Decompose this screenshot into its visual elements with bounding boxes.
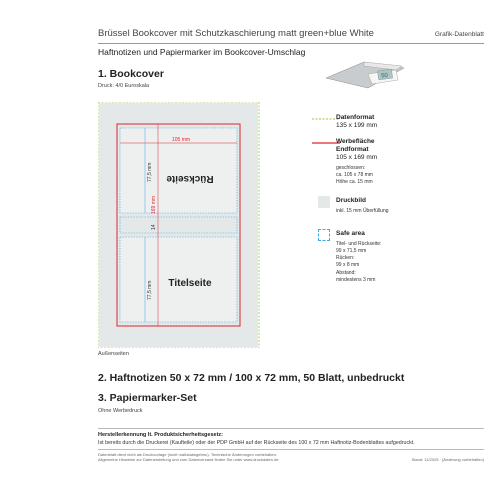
bookcover-diagram <box>98 102 270 348</box>
footer-heading: Herstellerkennung lt. Produktsicherheitsgesetz: <box>98 432 224 438</box>
footer-divider <box>98 428 484 429</box>
data-format-value: 135 x 199 mm <box>336 122 378 129</box>
advertising-value: 105 x 169 mm <box>336 154 378 161</box>
closed-size: ca. 105 x 78 mm <box>336 172 373 178</box>
width-dimension-label: 105 mm <box>172 137 191 143</box>
bookcover-thumbnail <box>324 56 406 90</box>
section-3-title: 3. Papiermarker-Set <box>98 392 197 404</box>
safe-area-line-1: Titel- und Rückseite: <box>336 241 382 247</box>
spine-gap-label: 14 <box>151 224 157 230</box>
document-subtitle: Haftnotizen und Papiermarker im Bookcover-Umschlag <box>98 47 306 57</box>
section-1-print-info: Druck: 4/0 Euroskala <box>98 83 150 89</box>
safe-area-line-6: mindestens 3 mm <box>336 277 376 283</box>
height-dimension-label: 169 mm <box>151 195 157 214</box>
safe-area-line-4: 99 x 8 mm <box>336 262 360 268</box>
upper-dimension-label: 77,5 mm <box>147 162 153 182</box>
outer-sides-caption: Außenseiten <box>98 351 129 357</box>
lower-dimension-label: 77,5 mm <box>147 280 153 300</box>
section-1-title: 1. Bookcover <box>98 68 164 80</box>
doc-type-label: Grafik-Datenblatt <box>434 31 484 38</box>
front-side-label: Titelseite <box>168 278 212 289</box>
safe-area-swatch <box>318 229 330 241</box>
data-format-label: Datenformat <box>336 114 375 121</box>
thumbnail-number: 50 <box>380 72 389 80</box>
footer-line-1: Ist bereits durch die Druckerei (Kaufteile) oder der PDP GmbH auf der Rückseite des 100 x 72 mm Haftnotiz-Bodenblattes aufgedruckt. <box>98 440 415 446</box>
advertising-sub: Endformat <box>336 146 369 153</box>
closed-height: Höhe ca. 15 mm <box>336 179 373 185</box>
print-image-sub: inkl. 15 mm Überfüllung <box>336 208 389 214</box>
safe-area-label: Safe area <box>336 230 365 237</box>
safe-area-line-3: Rücken: <box>336 255 355 261</box>
advertising-label: Werbefläche <box>336 138 375 145</box>
document-title: Brüssel Bookcover mit Schutzkaschierung matt green+blue White <box>98 28 374 39</box>
footer-divider-2 <box>98 449 484 450</box>
footer-stand: Stand: 11/2025 · (Änderung vorbehalten) <box>411 457 484 462</box>
print-image-swatch <box>318 196 330 208</box>
footer-line-2: Datenblatt dient nicht als Druckvorlage (nicht maßstabsgetreu). Technische Änderungen vorbehalten. <box>98 452 277 457</box>
safe-area-line-5: Abstand: <box>336 270 356 276</box>
section-2-title: 2. Haftnotizen 50 x 72 mm / 100 x 72 mm, 50 Blatt, unbedruckt <box>98 372 405 384</box>
back-side-label: Rückseite <box>166 173 214 184</box>
footer-line-3: Allgemeine Hinweise zur Datenerstellung und zum Datenversand finden Sie unter www.druckdaten.de <box>98 457 279 462</box>
print-image-label: Druckbild <box>336 197 366 204</box>
header-divider <box>98 43 484 44</box>
safe-area-line-2: 99 x 71,5 mm <box>336 248 367 254</box>
section-3-sub: Ohne Werbedruck <box>98 408 143 414</box>
closed-label: geschlossen: <box>336 165 366 171</box>
